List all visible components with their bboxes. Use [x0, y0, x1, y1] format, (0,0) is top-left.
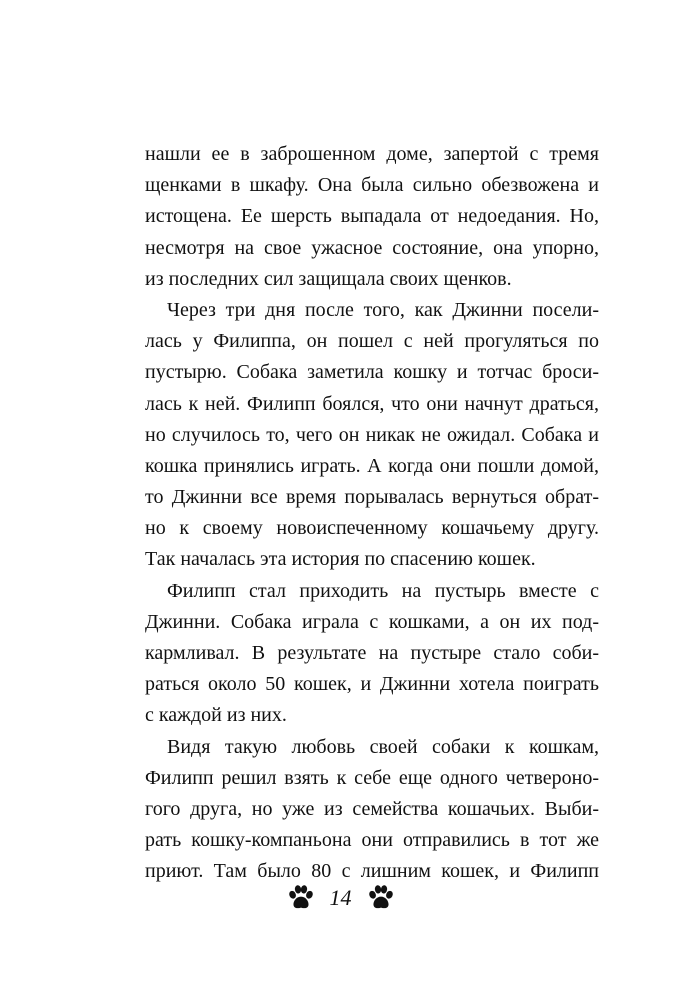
- text-line: щенками в шкафу. Она была сильно обезвожена и: [145, 174, 599, 197]
- text-line: приют. Там было 80 с лишним кошек, и Филипп: [145, 860, 599, 883]
- text-line: гого друга, но уже из семейства кошачьих. Выби-: [145, 797, 599, 820]
- text-line: кошка принялись играть. А когда они пошли домой,: [145, 454, 599, 477]
- text-line: Филипп решил взять к себе еще одного четвероно-: [145, 766, 599, 789]
- text-line: несмотря на свое ужасное состояние, она упорно,: [145, 236, 599, 259]
- text-line: то Джинни все время порывалась вернуться обрат-: [145, 486, 599, 509]
- text-line: лась к ней. Филипп боялся, что они начнут драться,: [145, 392, 599, 415]
- text-line: лась у Филиппа, он пошел с ней прогуляться по: [145, 330, 599, 353]
- text-line: Видя такую любовь своей собаки к кошкам,: [167, 735, 599, 758]
- text-line: но случилось то, чего он никак не ожидал. Собака и: [145, 423, 599, 446]
- paw-icon: [286, 883, 316, 913]
- body-text: [145, 139, 599, 888]
- paw-icon: [366, 883, 396, 913]
- text-line: Джинни. Собака играла с кошками, а он их под-: [145, 610, 599, 633]
- text-line: Через три дня после того, как Джинни посели-: [167, 298, 599, 321]
- page-number: 14: [329, 885, 352, 910]
- text-line: но к своему новоиспеченному кошачьему другу.: [145, 517, 599, 540]
- text-line: из последних сил защищала своих щенков.: [145, 267, 512, 290]
- page-footer: [0, 878, 681, 918]
- text-line: пустырю. Собака заметила кошку и тотчас броси-: [145, 361, 599, 384]
- text-line: Так началась эта история по спасению кошек.: [145, 548, 536, 571]
- text-line: кармливал. В результате на пустыре стало соби-: [145, 642, 599, 664]
- text-line: Филипп стал приходить на пустырь вместе с: [167, 579, 599, 602]
- text-line: рать кошку-компаньона они отправились в тот же: [145, 829, 599, 852]
- text-line: с каждой из них.: [145, 704, 287, 727]
- text-line: истощена. Ее шерсть выпадала от недоедания. Но,: [145, 205, 599, 228]
- text-line: раться около 50 кошек, и Джинни хотела поиграть: [145, 673, 599, 696]
- text-line: нашли ее в заброшенном доме, запертой с тремя: [145, 143, 599, 165]
